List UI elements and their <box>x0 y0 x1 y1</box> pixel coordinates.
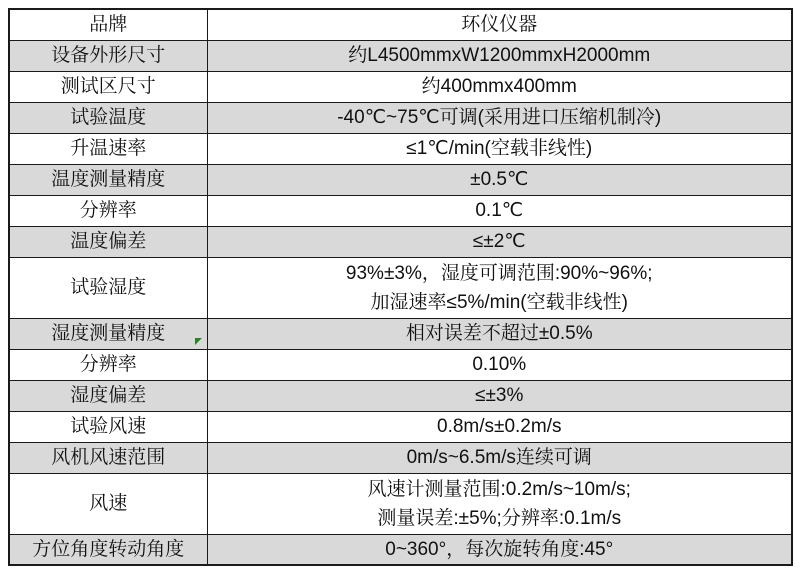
spec-value-cell <box>207 473 792 534</box>
table-row <box>9 133 792 164</box>
spec-value-line: 0.8m/s±0.2m/s <box>437 416 562 437</box>
table-row <box>9 534 792 565</box>
spec-label: 风机风速范围 <box>51 447 166 468</box>
table-row <box>9 9 792 40</box>
table-row <box>9 349 792 380</box>
spec-label: 风速 <box>89 493 128 514</box>
spec-label-cell <box>9 534 207 565</box>
spec-value-line: ±0.5℃ <box>470 169 529 190</box>
spec-label: 试验温度 <box>70 107 147 128</box>
spec-label: 设备外形尺寸 <box>51 45 166 66</box>
spec-label: 分辨率 <box>79 200 137 221</box>
spec-label-cell <box>9 442 207 473</box>
spec-value-cell <box>207 164 792 195</box>
spec-label-cell <box>9 473 207 534</box>
spec-label: 方位角度转动角度 <box>32 538 185 560</box>
spec-value-cell <box>207 71 792 102</box>
spec-value-line: -40℃~75℃可调(采用进口压缩机制冷) <box>337 107 662 128</box>
spec-value-line: 环仪仪器 <box>461 14 538 36</box>
spec-table <box>8 8 793 566</box>
spec-label-cell <box>9 318 207 349</box>
spec-value-line: 0.10% <box>472 354 527 375</box>
spec-label-cell <box>9 257 207 318</box>
spec-value-cell <box>207 226 792 257</box>
spec-value-cell <box>207 9 792 40</box>
spec-value-cell <box>207 40 792 71</box>
table-row <box>9 195 792 226</box>
spec-label: 温度偏差 <box>70 231 147 252</box>
spec-value-cell <box>207 442 792 473</box>
spec-value-line: 约L4500mmxW1200mmxH2000mm <box>348 45 651 66</box>
spec-value-cell <box>207 534 792 565</box>
spec-label: 品牌 <box>89 14 128 36</box>
spec-table-body <box>9 9 792 565</box>
spec-value-line: ≤±3% <box>475 385 524 406</box>
table-row <box>9 40 792 71</box>
spec-label: 升温速率 <box>70 138 147 159</box>
table-row <box>9 411 792 442</box>
spec-value-cell <box>207 318 792 349</box>
spec-label-cell <box>9 40 207 71</box>
spec-label: 湿度测量精度 <box>51 323 166 344</box>
table-row <box>9 318 792 349</box>
spec-value-line: 93%±3%，湿度可调范围:90%~96%; <box>345 262 653 284</box>
spec-value-line: ≤±2℃ <box>472 231 526 252</box>
spec-value-cell <box>207 411 792 442</box>
spec-label-cell <box>9 164 207 195</box>
spec-value-line: 0.1℃ <box>475 200 524 221</box>
spec-label-cell <box>9 411 207 442</box>
spec-value-line: 测量误差:±5%;分辨率:0.1m/s <box>377 507 622 529</box>
spec-label-cell <box>9 226 207 257</box>
spec-label-cell <box>9 380 207 411</box>
spec-value-line: 0~360°，每次旋转角度:45° <box>385 538 614 560</box>
spec-label-cell <box>9 71 207 102</box>
spec-label-cell <box>9 349 207 380</box>
spec-value-cell <box>207 195 792 226</box>
spec-label: 湿度偏差 <box>70 385 147 406</box>
spec-value-line: 风速计测量范围:0.2m/s~10m/s; <box>367 478 631 500</box>
spec-value-line: 约400mmx400mm <box>421 76 577 97</box>
table-row <box>9 226 792 257</box>
spec-label: 试验风速 <box>70 416 147 437</box>
spec-label-cell <box>9 9 207 40</box>
table-row <box>9 380 792 411</box>
spec-value-line: 相对误差不超过±0.5% <box>405 323 593 344</box>
spec-value-line: 加湿速率≤5%/min(空载非线性) <box>370 291 628 313</box>
table-row <box>9 257 792 318</box>
spec-label: 分辨率 <box>79 354 137 375</box>
spec-value-cell <box>207 257 792 318</box>
spec-label-cell <box>9 133 207 164</box>
spec-value-line: 0m/s~6.5m/s连续可调 <box>406 447 592 468</box>
spec-label: 温度测量精度 <box>51 169 166 190</box>
table-row <box>9 473 792 534</box>
spec-label: 试验湿度 <box>70 277 147 298</box>
spec-label-cell <box>9 195 207 226</box>
spec-value-cell <box>207 349 792 380</box>
spec-table-container <box>8 8 793 566</box>
spec-label: 测试区尺寸 <box>60 76 156 97</box>
spec-value-cell <box>207 380 792 411</box>
spec-label-cell <box>9 102 207 133</box>
table-row <box>9 442 792 473</box>
table-row <box>9 102 792 133</box>
spec-value-line: ≤1℃/min(空载非线性) <box>406 138 593 159</box>
table-row <box>9 71 792 102</box>
spec-value-cell <box>207 102 792 133</box>
table-row <box>9 164 792 195</box>
spec-value-cell <box>207 133 792 164</box>
